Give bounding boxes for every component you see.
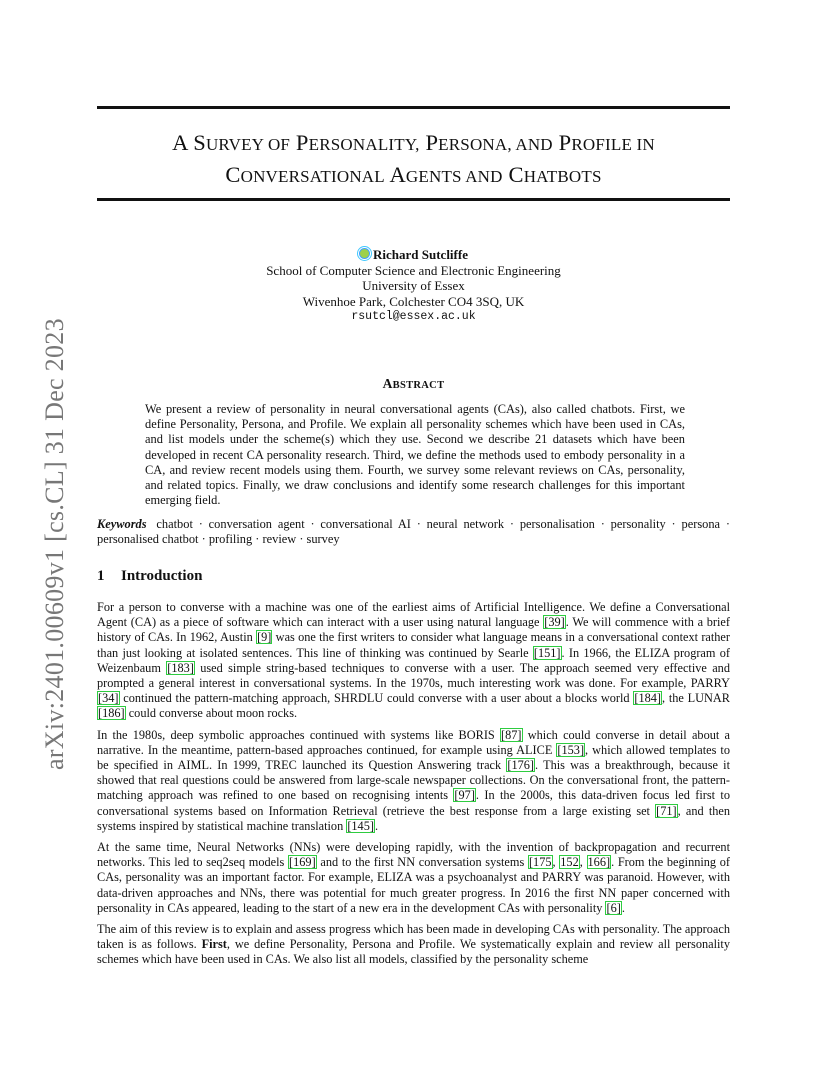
citation-link[interactable]: [186] [98,706,125,721]
abstract-heading: ABSTRACT [382,376,445,391]
author-email[interactable]: rsutcl@essex.ac.uk [351,310,476,323]
title-word-cap: C [225,162,241,187]
title-word-rest: ONVERSATIONAL [240,167,385,186]
section-number: 1 [97,568,105,584]
citation-link[interactable]: 166] [587,855,611,870]
arxiv-side-stamp: arXiv:2401.00609v1 [cs.CL] 31 Dec 2023 [40,318,69,770]
emphasis-text: First [201,937,227,952]
section-title: Introduction [121,568,203,584]
keywords [97,517,730,547]
citation-link[interactable]: [97] [454,788,475,803]
title-line-2 [97,160,730,192]
title-line-1 [97,128,730,160]
body-paragraph: For a person to converse with a machine was one of the earliest aims of Artificial Intelligence. We define a Conversational Agent (CA) as a piece of software which can interact with a user using natural language [39]. We will commence with a brief history of CAs. In 1962, Austin [9] was one the first writers to consider what language means in a conversational context rather than just looking at isolated sentences. This line of thinking was continued by Searle [151]. In 1966, the ELIZA program of Weizenbaum [183] used simple string-based techniques to converse with a user. The approach seemed very effective and prompted a general interest in conversational systems. In the 1970s, much interesting work was done. For example, PARRY [34] continued the pattern-matching approach, SHRDLU could converse with a user about a blocks world [184], the LUNAR [186] could converse about moon rocks. [97,600,730,721]
citation-link[interactable]: [169] [289,855,316,870]
title-word-rest: HATBOTS [523,167,602,186]
title-word-rest: URVEY OF [205,135,291,154]
title-word-cap: C [508,162,524,187]
citation-link[interactable]: [183] [167,660,194,675]
title-word-rest: ERSONALITY, [308,135,420,154]
body-text [97,600,730,974]
title-word-rest: GENTS AND [405,167,503,186]
paper-title [97,128,730,192]
abstract-text: We present a review of personality in neural conversational agents (CAs), also called chatbots. First, we define Personality, Persona, and Profile. We explain all personality schemes which have been used in CAs, and list models under the scheme(s) which they use. Second we describe 21 datasets which have been developed in recent CA personality research. Third, we define the methods used to embody personality in a CA, and review recent models using them. Fourth, we survey some relevant reviews on CAs, personality, and related topics. Finally, we draw conclusions and identify some research challenges for this important emerging field. [145,402,685,508]
body-paragraph: At the same time, Neural Networks (NNs) were developing rapidly, with the invention of backpropagation and recurrent networks. This led to seq2seq models [169] and to the first NN conversation systems [175, 152, 166]. From the beginning of CAs, personality was an important factor. For example, ELIZA was a psychoanalyst and PARRY was paranoid. However, with data-driven approaches and NNs, there was potential for much greater progress. In 2016 the first NN paper concerned with personality in CAs appeared, leading to the start of a new era in the development CAs with personality [6]. [97,840,731,915]
author-address: Wivenhoe Park, Colchester CO4 3SQ, UK [302,293,525,309]
citation-link[interactable]: [184] [634,691,661,706]
title-word-cap: P [558,130,572,155]
author-name: Richard Sutcliffe [373,247,468,262]
citation-link[interactable]: [71] [656,803,677,818]
citation-link[interactable]: [145] [347,818,374,833]
citation-link[interactable]: [9] [257,630,272,645]
author-block [97,247,730,325]
citation-link[interactable]: [175 [528,855,552,870]
orcid-icon[interactable] [359,248,370,259]
title-word-cap: A [389,162,406,187]
citation-link[interactable]: [87] [501,727,522,742]
title-word-rest: ERSONA, AND [438,135,553,154]
title-word-cap: P [425,130,439,155]
citation-link[interactable]: [151] [533,645,561,660]
title-rule-bottom [97,198,730,201]
citation-link[interactable]: [34] [98,691,119,706]
body-paragraph: In the 1980s, deep symbolic approaches continued with systems like BORIS [87] which could converse in detail about a narrative. In the meantime, pattern-based approaches continued, for example using ALICE [153], which allowed templates to be specified in AIML. In 1999, TREC launched its Question Answering track [176]. This was a breakthrough, because it showed that real questions could be answered from large-scale newspaper collections. On the conversational front, the pattern-matching approach was refined to one based on recognising intents [97]. In the 2000s, this data-driven focus led first to conversational systems based on Information Retrieval (retrieve the best response from a large existing set [71], and then systems inspired by statistical machine translation [145]. [97,727,731,833]
title-word-rest: ROFILE IN [571,135,655,154]
title-rule-top [97,106,730,109]
citation-link[interactable]: [176] [507,758,534,773]
title-word-cap: A [172,130,188,155]
citation-link[interactable]: [6] [606,900,621,915]
title-word-cap: P [295,130,309,155]
citation-link[interactable]: 152 [560,855,579,870]
body-paragraph: The aim of this review is to explain and assess progress which has been made in developing CAs with personality. The approach taken is as follows. First, we define Personality, Persona and Profile. We systematically explain and review all personality schemes which have been used in CAs. We also list all models, classified by the personality scheme [97,922,730,967]
citation-link[interactable]: [39] [544,615,565,630]
author-university: University of Essex [362,278,465,293]
keywords-label: Keywords [97,517,147,531]
citation-link[interactable]: [153] [557,742,585,757]
title-word-cap: S [193,130,206,155]
section-heading [97,568,202,585]
keywords-list: chatbot · conversation agent · conversational AI · neural network · personalisation · personality · persona · personalised chatbot · profiling · review · survey [97,517,730,547]
author-affiliation: School of Computer Science and Electronic Engineering [266,262,561,278]
